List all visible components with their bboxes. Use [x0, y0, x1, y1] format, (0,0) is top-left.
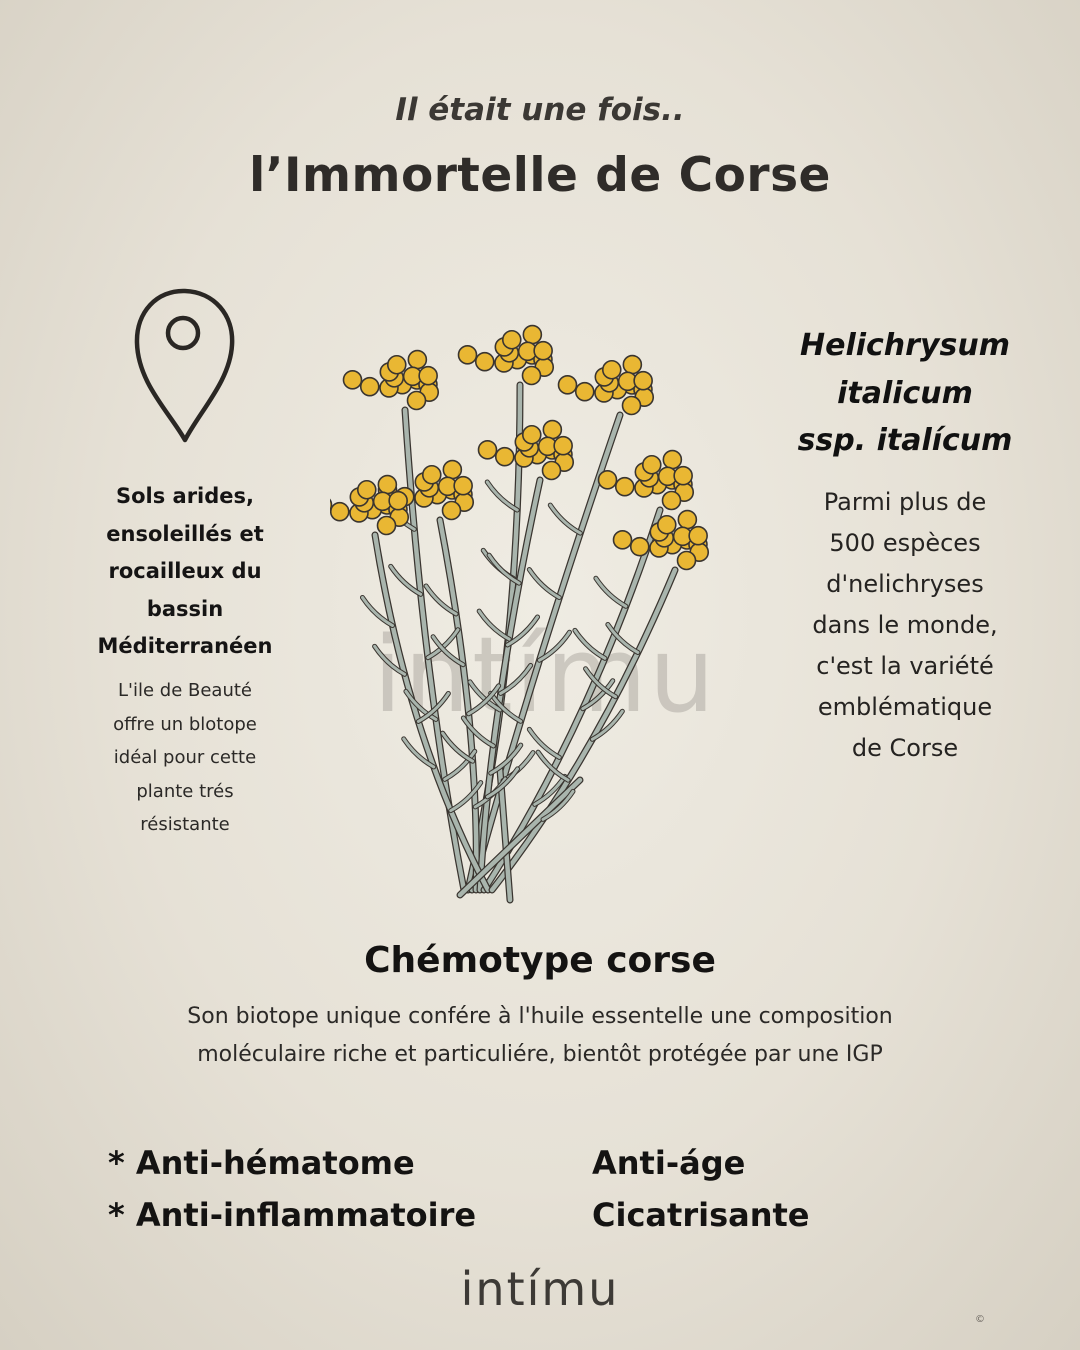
benefit-item: Anti-áge: [592, 1144, 746, 1182]
subtitle: Il était une fois..: [395, 92, 685, 128]
left-heading-line: ensoleillés et: [106, 521, 264, 546]
copyright-mark: ©: [975, 1314, 985, 1325]
botanical-name: [770, 322, 1040, 465]
right-body-line: 500 espèces: [829, 529, 981, 557]
botanical-name-line: italicum: [837, 375, 973, 411]
left-heading-line: rocailleux du: [108, 559, 262, 583]
left-body-line: L'ile de Beauté: [118, 680, 252, 701]
right-body-line: c'est la variété: [816, 652, 994, 680]
right-body-line: d'nelichryses: [826, 570, 984, 598]
chemotype-description: [110, 998, 970, 1074]
botanical-name-line: Helichrysum: [800, 328, 1010, 363]
immortelle-flower-bouquet-illustration: [330, 315, 720, 915]
right-body-line: dans le monde,: [812, 611, 998, 639]
benefit-item: * Anti-hématome: [108, 1144, 415, 1182]
left-body-line: offre un blotope: [113, 713, 257, 735]
left-description: [90, 674, 280, 842]
left-body-line: résistante: [140, 814, 230, 835]
brand-logo: intímu: [460, 1262, 620, 1316]
botanical-name-line: ssp. italícum: [797, 423, 1013, 458]
right-description: [780, 482, 1030, 769]
page-title: l’Immortelle de Corse: [249, 148, 831, 203]
right-body-line: Parmi plus de: [823, 488, 987, 516]
left-heading-line: bassin: [146, 596, 224, 621]
right-body-line: de Corse: [851, 734, 959, 762]
location-pin-icon: [130, 285, 240, 445]
chemotype-line: Son biotope unique confére à l'huile essentelle une composition: [187, 1004, 893, 1029]
watermark-logo: intímu: [373, 614, 717, 736]
benefit-item: * Anti-inflammatoire: [108, 1196, 477, 1234]
right-body-line: emblématique: [817, 693, 993, 721]
left-body-line: idéal pour cette: [113, 747, 257, 768]
left-body-line: plante trés: [136, 780, 234, 802]
benefit-item: Cicatrisante: [592, 1196, 810, 1234]
left-heading-line: Sols arides,: [115, 484, 255, 508]
chemotype-line: moléculaire riche et particuliére, bientôt protégée par une IGP: [197, 1042, 883, 1067]
chemotype-title: Chémotype corse: [364, 940, 716, 981]
left-heading-line: Méditerranéen: [97, 634, 273, 658]
left-heading: [80, 478, 290, 666]
